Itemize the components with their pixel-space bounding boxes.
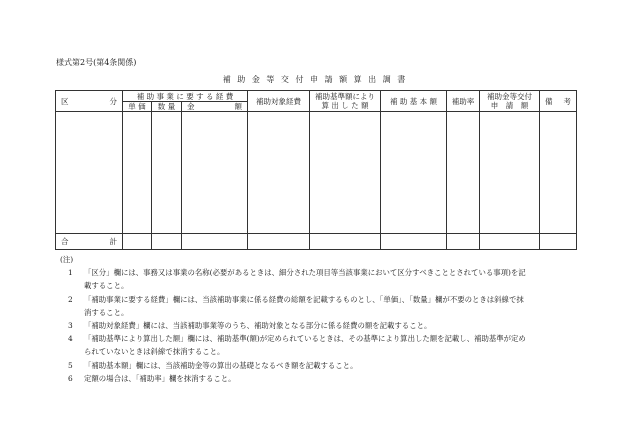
total-remarks-cell[interactable] [540, 234, 577, 250]
header-eligible-costs: 補助対象経費 [248, 91, 310, 112]
total-eligible-costs-cell[interactable] [248, 234, 310, 250]
header-remarks: 備 考 [540, 91, 577, 112]
header-quantity: 数 量 [152, 102, 182, 112]
note-item: 1 「区分」欄には、事務又は事業の名称(必要があるときは、細分された項目等当該事業において区分すべきこととされている事項)を記 載すること。 [68, 268, 526, 291]
table-body-row [56, 112, 577, 234]
header-calculated-by-standard: 補助基準額により 算 出 し た 額 [310, 91, 381, 112]
total-amount-cell[interactable] [182, 234, 248, 250]
application-amount-cell[interactable] [480, 112, 540, 234]
calculation-table [55, 90, 577, 250]
amount-cell[interactable] [182, 112, 248, 234]
note-item: 3 「補助対象経費」欄には、当該補助事業等のうち、補助対象となる部分に係る経費の額を記載すること。 [68, 321, 432, 331]
total-unit-price-cell[interactable] [123, 234, 152, 250]
total-application-amount-cell[interactable] [480, 234, 540, 250]
total-calculated-cell[interactable] [310, 234, 381, 250]
header-category: 区 分 [56, 91, 123, 112]
base-amount-cell[interactable] [381, 112, 447, 234]
eligible-costs-cell[interactable] [248, 112, 310, 234]
category-cell[interactable] [56, 112, 123, 234]
header-base-amount: 補 助 基 本 額 [381, 91, 447, 112]
note-item: 5 「補助基本額」欄には、当該補助金等の算出の基礎となるべき額を記載すること。 [68, 360, 358, 370]
header-required-costs: 補 助 事 業 に 要 す る 経 費 [123, 91, 248, 102]
header-unit-price: 単 価 [123, 102, 152, 112]
unit-price-cell[interactable] [123, 112, 152, 234]
form-number: 様式第2号(第4条関係) [56, 58, 137, 67]
header-subsidy-rate: 補助率 [447, 91, 480, 112]
total-quantity-cell[interactable] [152, 234, 182, 250]
note-item: 2 「補助事業に要する経費」欄には、当該補助事業に係る経費の総額を記載するものとし、「単価」、「数量」欄が不要のときは斜線で抹 消すること。 [68, 294, 524, 317]
note-item: 6 定額の場合は、「補助率」欄を抹消すること。 [68, 373, 236, 383]
notes-section [60, 253, 580, 385]
total-subsidy-rate-cell[interactable] [447, 234, 480, 250]
quantity-cell[interactable] [152, 112, 182, 234]
total-label: 合 計 [56, 234, 123, 250]
notes-heading: (注) [60, 255, 74, 264]
table-total-row [56, 234, 577, 250]
document-title: 補 助 金 等 交 付 申 請 額 算 出 調 書 [222, 75, 408, 84]
note-item: 4 「補助基準により算出した額」欄には、補助基準(額)が定められているときは、その基準により算出した額を記載し、補助基準が定め られていないときは斜線で抹消すること。 [68, 334, 526, 357]
header-amount: 金 額 [182, 102, 248, 112]
subsidy-rate-cell[interactable] [447, 112, 480, 234]
remarks-cell[interactable] [540, 112, 577, 234]
header-application-amount: 補助金等交付 申 請 額 [480, 91, 540, 112]
total-base-amount-cell[interactable] [381, 234, 447, 250]
calculated-by-standard-cell[interactable] [310, 112, 381, 234]
